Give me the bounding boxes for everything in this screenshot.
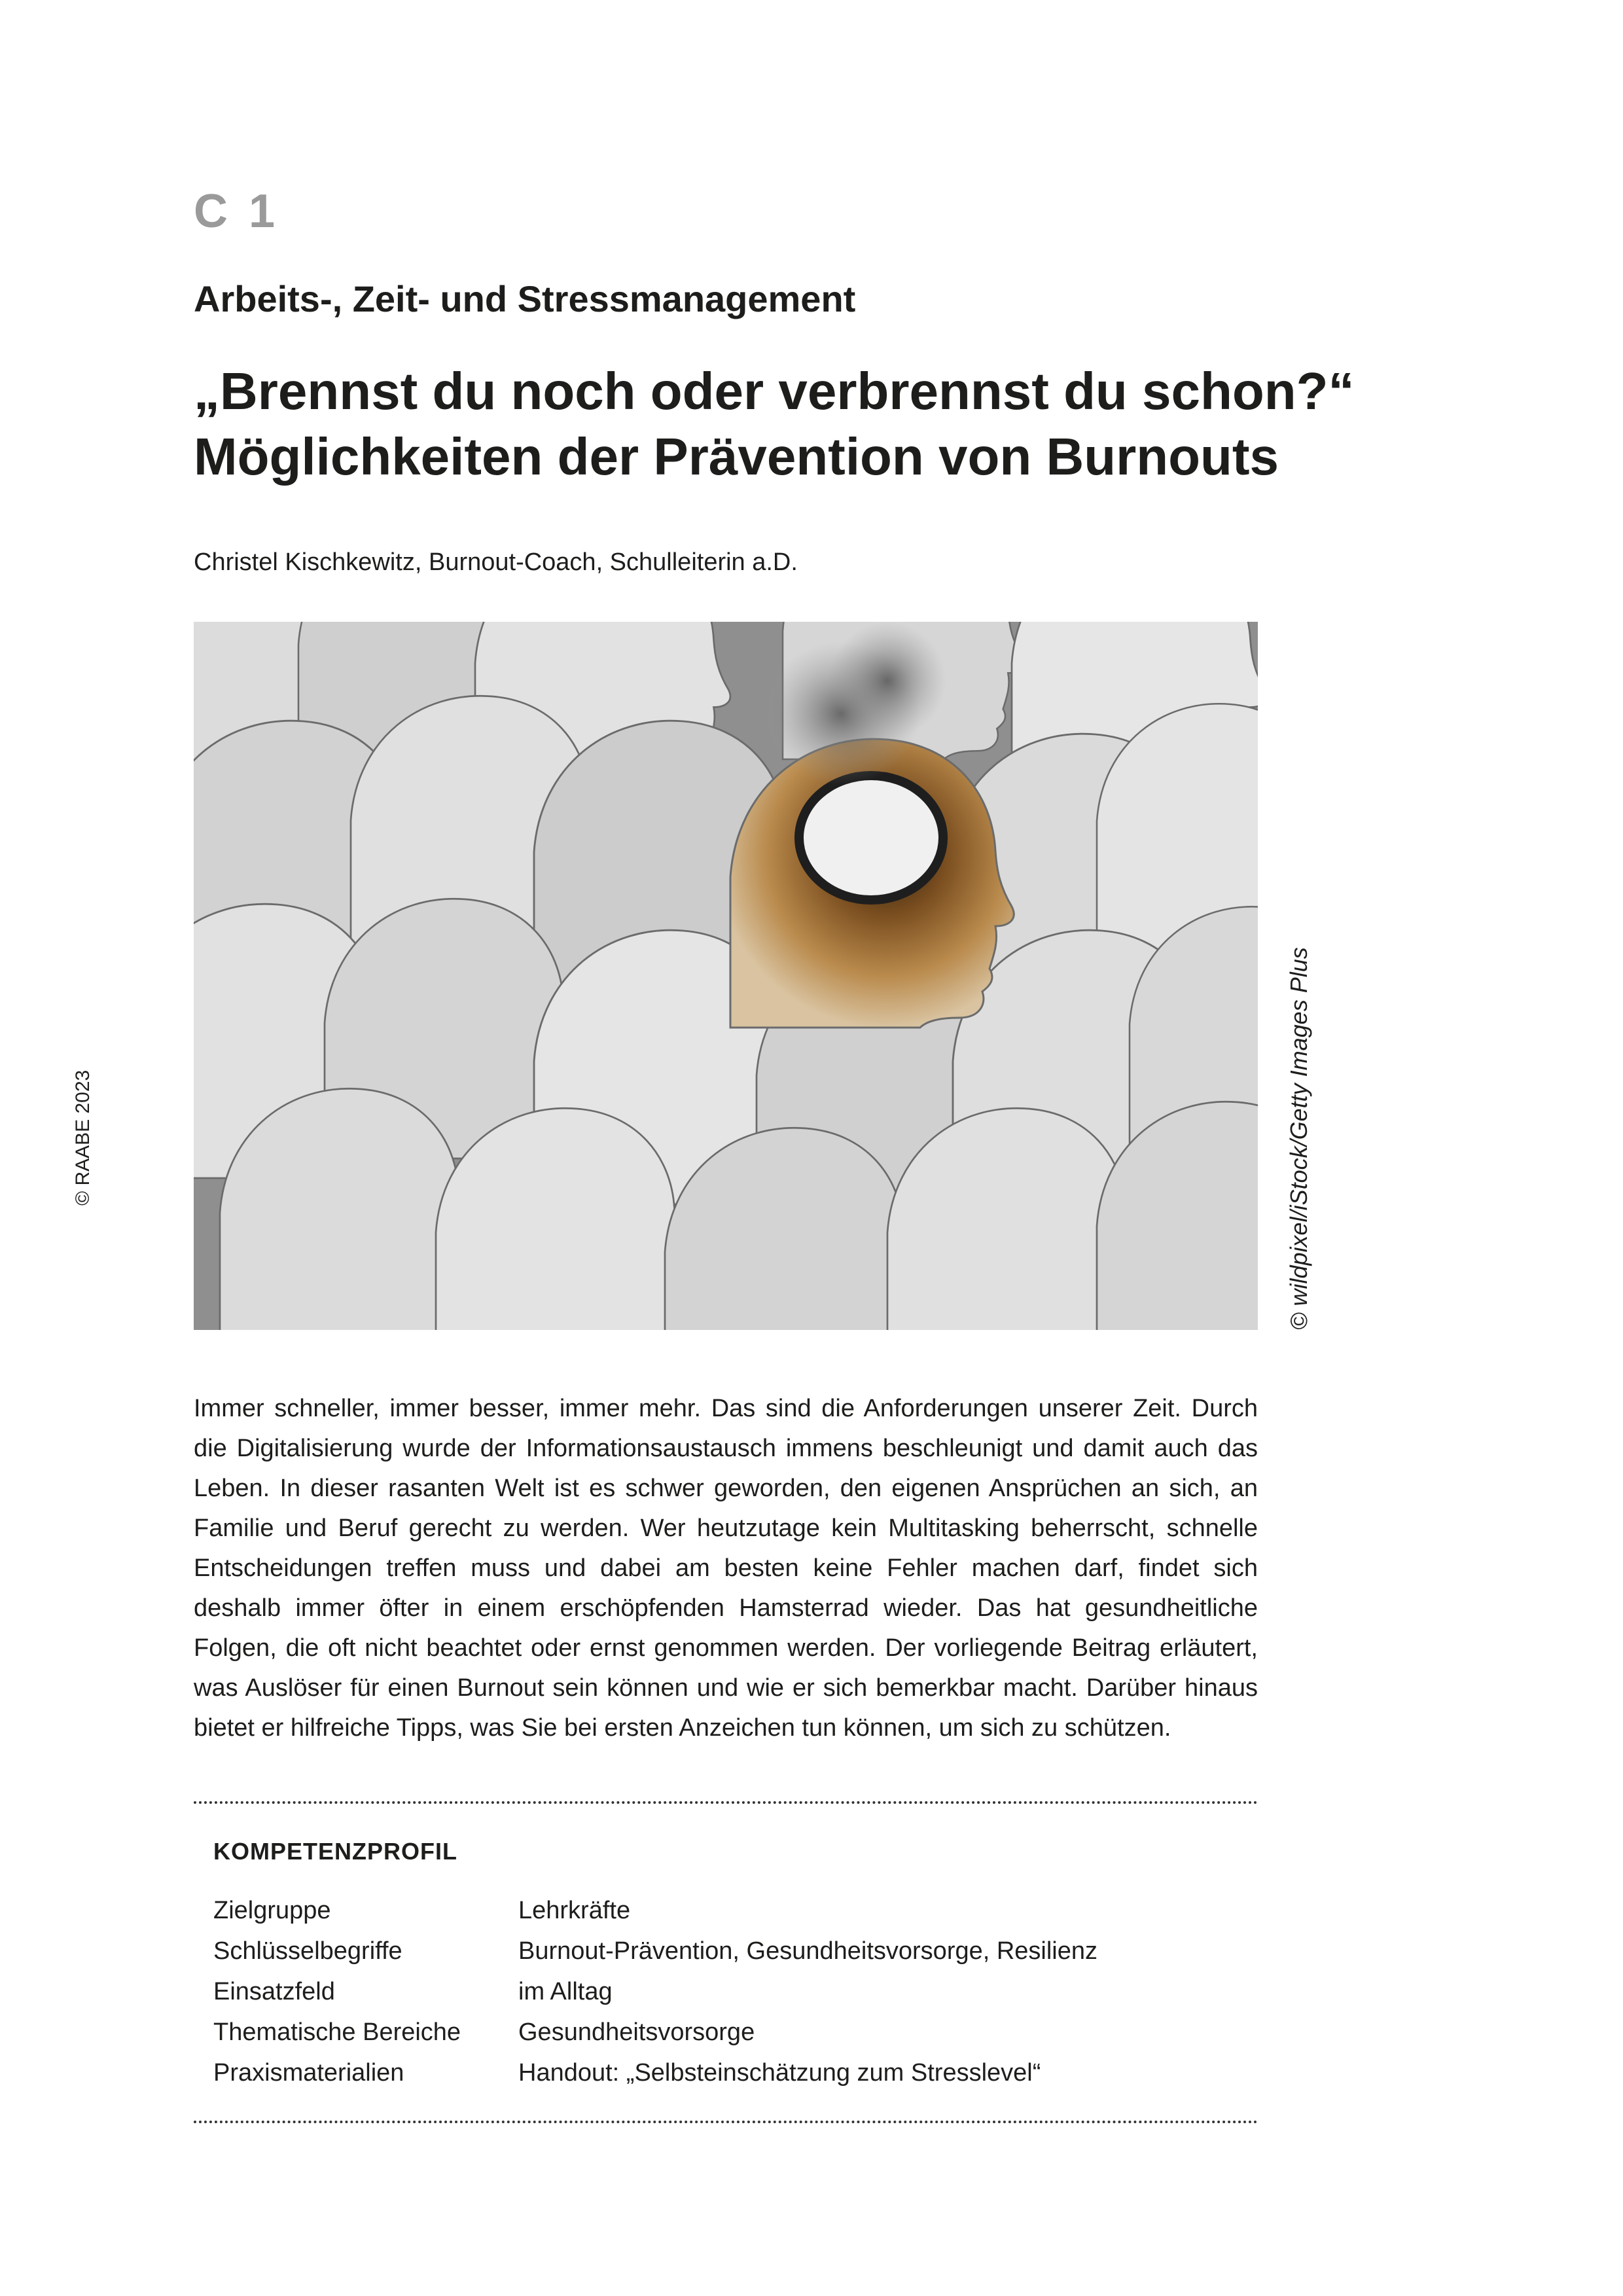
profile-value: im Alltag	[518, 1978, 613, 2005]
profile-key: Praxismaterialien	[213, 2059, 404, 2087]
table-row	[213, 1978, 1097, 2018]
photo-credit: © wildpixel/iStock/Getty Images Plus	[1285, 947, 1312, 1330]
title-line-1: „Brennst du noch oder verbrennst du schon?“	[194, 362, 1355, 420]
title-line-2: Möglichkeiten der Prävention von Burnouts	[194, 427, 1279, 486]
profile-key: Zielgruppe	[213, 1897, 331, 1924]
section-code: C 1	[194, 185, 279, 238]
table-row	[213, 2018, 1097, 2059]
divider-bottom	[194, 2121, 1258, 2123]
section-title: Arbeits-, Zeit- und Stressmanagement	[194, 278, 856, 319]
profile-key: Schlüsselbegriffe	[213, 1937, 402, 1965]
table-row	[213, 1937, 1097, 1978]
competence-profile-table	[213, 1897, 1097, 2100]
page-title	[194, 359, 1355, 490]
profile-value: Lehrkräfte	[518, 1897, 631, 1924]
cover-image	[194, 622, 1258, 1330]
profile-key: Thematische Bereiche	[213, 2018, 461, 2046]
profile-value: Handout: „Selbsteinschätzung zum Stresslevel“	[518, 2059, 1041, 2087]
side-copyright: © RAABE 2023	[72, 1069, 94, 1206]
profile-key: Einsatzfeld	[213, 1978, 335, 2005]
table-row	[213, 2059, 1097, 2100]
divider-top	[194, 1801, 1258, 1804]
author-line: Christel Kischkewitz, Burnout-Coach, Schulleiterin a.D.	[194, 548, 798, 576]
profile-value: Gesundheitsvorsorge	[518, 2018, 755, 2046]
profile-value: Burnout-Prävention, Gesundheitsvorsorge, Resilienz	[518, 1937, 1098, 1965]
intro-paragraph: Immer schneller, immer besser, immer mehr. Das sind die Anforderungen unserer Zeit. Durch die Digitalisierung wurde der Informationsaustausch immens beschleunigt und damit auch das Leben. In dieser rasanten Welt ist es schwer geworden, den eigenen Ansprüchen an sich, an Familie und Beruf gerecht zu werden. Wer heutzutage kein Multitasking beherrscht, schnelle Entscheidungen treffen muss und dabei am besten keine Fehler machen darf, findet sich deshalb immer öfter in einem erschöpfenden Hamsterrad wieder. Das hat gesundheitliche Folgen, die oft nicht beachtet oder ernst genommen werden. Der vorliegende Beitrag erläutert, was Auslöser für einen Burnout sein können und wie er sich bemerkbar macht. Darüber hinaus bietet er hilfreiche Tipps, was Sie bei ersten Anzeichen tun können, um sich zu schützen.	[194, 1395, 1258, 1742]
profile-heading: KOMPETENZPROFIL	[213, 1838, 457, 1865]
table-row	[213, 1897, 1097, 1937]
